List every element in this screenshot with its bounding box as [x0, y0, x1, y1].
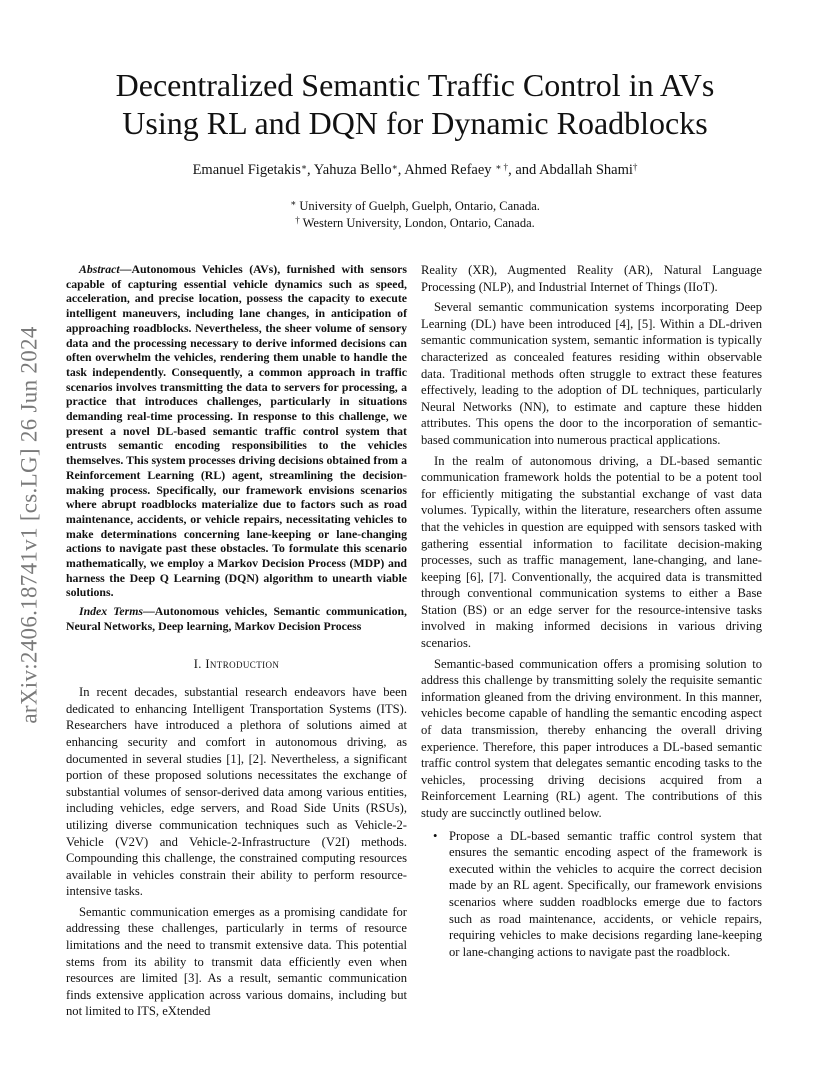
author-mark: ∗ † — [495, 162, 509, 172]
author-name: Emanuel Figetakis — [192, 162, 301, 178]
paragraph: Semantic communication emerges as a promising candidate for addressing these challenges, particularly in terms of resource limitations and the need to transmit extensive data. This potential stems from its ability to transmit data efficiently even when resources are limited [3]. As a result, semantic communication finds extensive application across various domains, including but not limited to ITS, eXtended — [66, 904, 407, 1019]
section-heading — [66, 656, 407, 673]
affiliation-text: Western University, London, Ontario, Canada. — [302, 216, 535, 230]
arxiv-sidebar-stamp — [10, 290, 50, 760]
title-line-1: Decentralized Semantic Traffic Control in AVs — [115, 67, 715, 103]
section-title: Introduction — [205, 656, 280, 671]
affiliation-mark: † — [295, 215, 300, 225]
title-line-2: Using RL and DQN for Dynamic Roadblocks — [122, 105, 708, 141]
author-name: Abdallah Shami — [539, 162, 633, 178]
paper-title — [60, 66, 770, 142]
affiliation-line — [60, 215, 770, 232]
section-number: I. — [193, 656, 206, 671]
affiliation-text: University of Guelph, Guelph, Ontario, Canada. — [299, 199, 540, 213]
author-mark: ∗ — [300, 162, 308, 172]
author-name: Yahuza Bello — [313, 162, 392, 178]
abstract — [66, 262, 407, 600]
author-mark: ∗ — [391, 162, 398, 172]
list-item: • Propose a DL-based semantic traffic control system that ensures the semantic encoding aspect of the framework is executed within the vehicles to acquire the correct decision made by an RL agent. Specifically, our framework envisions scenarios where sudden roadblocks emerge due to factors such as road maintenance, accidents, or vehicle repairs, requiring vehicles to make decisions regarding lane-keeping or lane-changing actions to navigate past the roadblock. — [449, 828, 762, 961]
right-column — [421, 262, 762, 960]
paragraph-continuation: Reality (XR), Augmented Reality (AR), Natural Language Processing (NLP), and Industrial Internet of Things (IIoT). — [421, 263, 762, 294]
paragraph: In recent decades, substantial research endeavors have been dedicated to enhancing Intelligent Transportation Systems (ITS). Researchers have introduced a plethora of solutions aimed at enhancing security and comfort in autonomous driving, as documented in several studies [1], [2]. Nevertheless, a significant portion of these proposed solutions necessitates the exchange of substantial volumes of sensor-derived data among various entities, including vehicles, edge servers, and Road Side Units (RSUs), utilizing diverse communication techniques such as Vehicle-2-Vehicle (V2V) and Vehicle-2-Infrastructure (V2I) methods. Compounding this challenge, the constrained computing resources available in vehicles constrain their ability to perform resource-intensive tasks. — [66, 685, 407, 899]
contribution-list — [421, 828, 762, 961]
affiliation-mark: ∗ — [290, 198, 297, 208]
arxiv-id-label: arXiv:2406.18741v1 [cs.LG] 26 Jun 2024 — [17, 326, 42, 724]
index-terms-lead: Index Terms — [79, 604, 143, 619]
affiliations — [60, 198, 770, 232]
abstract-text: —Autonomous Vehicles (AVs), furnished with sensors capable of capturing essential vehicle dynamics such as speed, acceleration, and precise location, possess the capacity to execute intelligent maneuvers, including lane changes, in anticipation of approaching roadblocks. Nevertheless, the sheer volume of sensory data and the processing necessary to derive informed decisions can often overwhelm the vehicles, rendering them unable to handle the task independently. Consequently, a common approach in traffic scenarios involves transmitting the data to servers for processing, a practice that introduces challenges, particularly in situations demanding real-time processing. In response to this challenge, we present a novel DL-based semantic traffic control system that entrusts semantic encoding responsibilities to the vehicles themselves. This system processes driving decisions obtained from a Reinforcement Learning (RL) agent, streamlining the decision-making process. Specifically, our framework envisions scenarios where abrupt roadblocks materialize due to factors such as road maintenance, accidents, or vehicle repairs, necessitating vehicles to make determinations concerning lane-keeping or lane-changing actions to navigate past these obstacles. To formulate this scenario mathematically, we employ a Markov Decision Process (MDP) and harness the Deep Q Learning (DQN) algorithm to unearth viable solutions. — [66, 262, 407, 600]
abstract-lead: Abstract — [79, 262, 120, 276]
author-mark: † — [632, 162, 638, 172]
paragraph: Semantic-based communication offers a promising solution to address this challenge by transmitting solely the requisite semantic information gleaned from the driving environment. In this manner, vehicles become capable of handling the semantic encoding aspect of data transmission, thereby enhancing the overall driving experience. Therefore, this paper introduces a DL-based semantic traffic control system that delegates semantic encoding tasks to the vehicles, processing driving decisions acquired from a Reinforcement Learning (RL) agent. The contributions of this study are succinctly outlined below. — [421, 656, 762, 820]
paragraph: Several semantic communication systems incorporating Deep Learning (DL) have been introduced [4], [5]. Within a DL-driven semantic communication system, semantic information is typically characterized as concealed features residing within observable data. Traditional methods often struggle to extract these features effectively, leading to the adoption of DL techniques, particularly Neural Networks (NN), to estimate and capture these hidden attributes. This opens the door to the incorporation of semantic-based communication into numerous practical applications. — [421, 300, 762, 447]
index-terms-text: —Autonomous vehicles, Semantic communication, Neural Networks, Deep learning, Markov Decision Process — [66, 604, 407, 633]
index-terms — [66, 604, 407, 633]
author-name: Ahmed Refaey — [404, 162, 492, 178]
left-column — [66, 262, 407, 1024]
affiliation-line — [60, 198, 770, 215]
paragraph: In the realm of autonomous driving, a DL-based semantic communication framework holds the potential to be a potent tool for efficiently mitigating the substantial exchange of vast data volumes. Typically, within the literature, researchers often assume that the vehicles in question are equipped with sensors tasked with gathering essential information to facilitate decision-making processes, such as traffic management, lane-changing, and lane-keeping [6], [7]. Conventionally, the acquired data is transmitted through conventional communication systems to either a Base Station (BS) or an edge server for the resource-intensive tasks involved in making informed decisions in various driving scenarios. — [421, 453, 762, 651]
author-list: Emanuel Figetakis∗, Yahuza Bello∗, Ahmed Refaey ∗ †, and Abdallah Shami† — [192, 162, 638, 178]
